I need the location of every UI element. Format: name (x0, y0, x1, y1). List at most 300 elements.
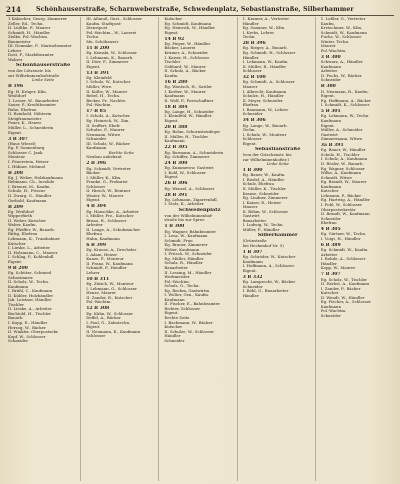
resident-entry: Gerhold, Kaufmann (8, 198, 47, 203)
resident-entry: III. Schulz, W., Bäcker (86, 141, 130, 146)
resident-entry: II. Wendt, W., Händler (320, 295, 365, 300)
side-label: Linke Seite (266, 162, 289, 167)
resident-entry: Eg. Lange, W., Bauarb. (242, 123, 288, 128)
resident-entry: Zimmermann, Witwe (320, 137, 363, 142)
resident-entry: Fuchs, W., Schlosser (320, 35, 362, 40)
house-number: B 209 (8, 204, 24, 210)
resident-entry: II. Zwarg, G., Händler (8, 193, 52, 198)
house-number: 12 B 308 (86, 306, 110, 312)
resident-entry: Winter, W., Maurer (86, 193, 124, 198)
resident-entry: Steigfraumeister (8, 116, 42, 121)
resident-entry: Kaufmann (8, 284, 29, 289)
resident-entry: Händler (320, 261, 337, 266)
resident-entry: I. Adam, Heizer (86, 252, 118, 257)
resident-entry: Kutscher (8, 241, 26, 246)
column-2 (84, 17, 159, 481)
resident-entry: I. Hoffmann, A., Schlosser (242, 264, 295, 269)
resident-entry: Eg. Bormann, A., Schneiderin (164, 150, 224, 155)
resident-entry: Eg. Zürich, W., Monteur (86, 282, 134, 287)
house-number: 4 B 304 (86, 204, 107, 210)
resident-entry: II. Weber, Kutscher (8, 218, 46, 223)
resident-entry: von der Wilhelminenhof- (164, 213, 213, 218)
resident-entry: I. Lehmann, K., Bauarb. (86, 55, 134, 60)
resident-entry: I. Paul, G., Zahntechn. (86, 320, 131, 325)
resident-entry: I. Lehmann, W., Kaufm. (242, 60, 289, 65)
resident-entry: Kaufmann (164, 297, 185, 302)
resident-entry: Baumeister (8, 39, 31, 44)
resident-entry: Eg. Kleinfeld (86, 75, 112, 80)
resident-entry: Schneider (164, 338, 185, 343)
resident-entry: Eg. Schmidt, A., Schlosser (242, 80, 295, 85)
resident-entry: Arbeiter (86, 223, 103, 228)
resident-entry: Eg. Kemski, W., Schlosser (86, 50, 137, 55)
resident-entry: Pol.-Wachtm. (320, 48, 347, 53)
resident-entry: II. Kolbe, W., Maurer (86, 89, 128, 94)
resident-entry: Schneider (320, 216, 341, 221)
house-number: 1 B 300 (242, 168, 263, 174)
resident-entry: Ehefrau (242, 103, 259, 108)
resident-entry: I. Lenz, W., Kaufmann (164, 234, 208, 239)
resident-entry: Kaufmann (320, 118, 341, 123)
resident-entry: Müller, A., Schneider (320, 128, 363, 133)
resident-entry: 1. Lesser, W., Bauarbeiter (8, 98, 59, 103)
resident-entry: Lehrer (86, 270, 100, 275)
resident-entry: Maurer (242, 205, 258, 210)
resident-entry: 1. Kramer, A., Vertreter (242, 17, 290, 21)
house-number: 1 B 307 (242, 249, 263, 255)
house-number: 32 B 100 (242, 75, 266, 81)
house-number: 1 B 300 (164, 224, 185, 230)
resident-entry: Eg. Brandt, W., Maurer (320, 180, 367, 185)
resident-entry: Schlosser (242, 69, 262, 74)
resident-entry: Becker, Pr., Nachtw. (86, 98, 126, 103)
resident-entry: 1. Leßler, G., Vertreter (320, 17, 366, 21)
resident-entry: Kaufmann (164, 139, 185, 144)
resident-entry: Kaufm. (320, 21, 335, 26)
resident-entry: Eg. Sommer, W., Kfm. (242, 26, 286, 31)
resident-entry: Eg. Kühn, W., Schlosser (86, 311, 133, 316)
page-header (6, 3, 394, 16)
resident-entry: Eigent. (320, 123, 335, 128)
resident-entry: I. Schulz, W., Monteur (242, 132, 287, 137)
resident-entry: Kaufmann (320, 184, 341, 189)
resident-entry: Kaufm. (164, 73, 179, 78)
resident-entry: zur Wilhelminenhofstraße (8, 73, 60, 78)
resident-entry: I. Ludwig, W., Techn. (242, 223, 284, 228)
resident-entry: III. Dommke, F., Marinebeamter (8, 44, 72, 49)
side-label: Linke Seite (31, 78, 55, 83)
resident-entry: Eg. Lehmann, Zigarrenhdl. (164, 197, 218, 202)
house-number: 4 B 305 (320, 227, 341, 233)
resident-entry: II. Müller, K., Tischler (242, 187, 286, 192)
resident-entry: von der Lötzenstr. bis (8, 69, 51, 74)
resident-entry: Müller, P., Händler (242, 227, 280, 232)
resident-entry: Wilke, A., Kaufmann (320, 171, 362, 176)
resident-entry: Eg. Schmidt, W., Kaufm. (320, 248, 369, 253)
resident-entry: II. Lessing, M., Händler (164, 270, 212, 275)
resident-entry: Huhn, Kaufmann (86, 236, 120, 241)
house-number: 22 B 305 (164, 145, 188, 151)
resident-entry: Techn. (242, 35, 256, 40)
resident-entry: Kopf, W., Schlosser (8, 334, 46, 339)
resident-entry: Bechtold, H., Tischler (8, 311, 51, 316)
resident-entry: I. Albrecht, Kaufmann (242, 89, 287, 94)
resident-entry: Tischler (164, 60, 181, 65)
resident-entry: Wabrer (8, 57, 23, 62)
resident-entry: Sauer, P., Kreditbeamter (8, 103, 57, 108)
house-number: 6 B 389 (320, 242, 341, 248)
house-number: 14 B 92 (164, 36, 185, 42)
resident-entry: I. Kaiser, R., Heizer (242, 200, 282, 205)
resident-entry: Eg. Heinrich, W., Händler (164, 26, 216, 31)
resident-entry: I. Bremer, M., Kaufm. (8, 184, 51, 189)
resident-entry: Eg. Wagner, Bahnbeamter (164, 229, 217, 234)
resident-entry: II. Rösler, W., Bauarb. (320, 162, 364, 167)
resident-entry: Techn. (242, 128, 256, 133)
resident-entry: Mu. Schöhauser (86, 39, 119, 44)
resident-entry: Pol.-Wachtm., W., Lauerei (86, 30, 137, 35)
resident-entry: (Grünstraße (242, 239, 267, 244)
resident-entry: Maurer (242, 84, 258, 89)
resident-entry: Maurer (320, 44, 336, 49)
resident-entry: Schmidt, H., Händler (8, 30, 51, 35)
resident-entry: Schlosser (242, 137, 262, 142)
resident-entry: Schneider (242, 112, 263, 117)
resident-entry: Schmidt, W., Kaufmann (320, 30, 367, 35)
resident-entry: Eigent. (8, 130, 23, 135)
resident-entry: Pol.-Wachtm. (86, 103, 112, 108)
resident-entry: II. Kübler, Holzhändler (8, 293, 54, 298)
resident-entry: I. Schulz, A., Kaufmann (320, 157, 368, 162)
resident-entry: I. Scholz, A., Kutscher (86, 114, 130, 119)
resident-entry: I. Rohde, A., Schlosser (320, 257, 366, 262)
house-number: 10 B 311 (86, 276, 110, 282)
resident-entry: Tischler (8, 302, 24, 307)
house-number: 11 B 200 (86, 45, 110, 51)
resident-entry: Eigent. (320, 94, 335, 99)
resident-entry: Schneider (320, 78, 341, 83)
resident-entry: II. Holzmann, C., Maurer (8, 250, 58, 255)
resident-entry: II. Scholz, W., Techn. (8, 280, 50, 285)
resident-entry: Eigent. (164, 311, 179, 316)
street-heading: Schwedenplatz (178, 208, 221, 214)
street-heading: Sebastianstraße (254, 147, 301, 153)
resident-entry: Eg. Hartwig, A., Händler (320, 198, 370, 203)
house-number: 28 B 391 (164, 192, 188, 198)
resident-entry: Eg. Bohm, Schornsteinfeger (164, 130, 221, 135)
resident-entry: Oberpostsekretär (320, 207, 356, 212)
resident-entry: I. Wolter, Gen., Kaufm. (164, 293, 210, 298)
resident-entry: Weber, Kaufmann (164, 247, 200, 252)
resident-entry: Eg. Schröder, W., Kutscher (242, 255, 296, 260)
resident-entry: Eigent. (164, 118, 179, 123)
resident-entry: I. Röhl, G., Bauarbeiter (242, 289, 289, 294)
resident-entry: Eg. Lehmann, W., Techn. (320, 114, 370, 119)
resident-entry: Händler (242, 55, 259, 60)
house-number: 3a B 391 (320, 143, 344, 149)
resident-entry: Weber, Kaufm. (8, 223, 37, 228)
column-1 (6, 17, 81, 481)
resident-entry: Jak. Leistner, Händler (8, 298, 52, 303)
resident-entry: Kaufm. Stadtpost- (86, 21, 122, 26)
resident-entry: Lehrer (8, 48, 22, 53)
resident-entry: Bäcker, Lauerei (164, 46, 196, 51)
house-number: 2 B 396 (86, 161, 107, 167)
resident-entry: Händler (242, 21, 259, 26)
resident-entry: Gastwirt (320, 132, 338, 137)
resident-entry: I. Lieske, L., Arbeiter (8, 246, 50, 251)
resident-entry: I. Bachmann, W., Bäcker (164, 320, 213, 325)
resident-entry: Händler (164, 334, 181, 339)
resident-entry: Schlosser (86, 184, 106, 189)
house-number: 26 B 306 (164, 181, 188, 187)
resident-entry: Rechte Seite (164, 316, 190, 321)
resident-entry: Schlosser C. Jank (8, 150, 43, 155)
resident-entry: Eg. Boehm, Gastwirtin (164, 288, 210, 293)
resident-entry: Techn. (86, 35, 100, 40)
resident-entry: Lehmann, P., Bäcker (320, 193, 362, 198)
column-5 (319, 17, 394, 481)
resident-entry: Gastwirt (242, 214, 260, 219)
resident-entry: Krause, Schneider (242, 191, 280, 196)
resident-entry: Eigent. (242, 141, 257, 146)
resident-entry: Ehefrau (320, 221, 337, 226)
resident-entry: Bauarbeiter (242, 218, 267, 223)
resident-entry: Schulz, Ehefrau (242, 182, 274, 187)
resident-entry: Bauarbeiter (164, 266, 189, 270)
resident-entry: Kaufmann (86, 146, 107, 151)
resident-entry: Richter, Schlosser (164, 306, 201, 311)
resident-entry: Herzog, W., Bäcker (8, 325, 46, 330)
resident-entry: Rebel, H., Techn. (86, 94, 121, 99)
resident-entry: Kutscher (164, 325, 183, 330)
resident-entry: Gebhard, W., Maurer (164, 64, 206, 69)
resident-entry: Rebmann, Ch., Invalide (8, 180, 55, 185)
resident-entry: Kutscher (164, 17, 183, 21)
resident-entry: Eg. Schmidt, Kaufmann (164, 21, 212, 26)
resident-entry: Eg. Bauer, W., Händler (320, 148, 366, 153)
resident-entry: Rittig, Ehefrau (8, 232, 38, 237)
resident-entry: Eg. Schmidt, H., Schlosser (242, 50, 296, 55)
resident-entry: Kaufmann (320, 64, 341, 69)
resident-entry: II. Zander, R., Kutscher (86, 295, 133, 300)
resident-entry: Eg. Gärtner, W., Techn. (320, 232, 367, 237)
resident-entry: Zielke, Pol.-Wachtm. (8, 35, 49, 40)
resident-entry: I. Krebs, Lehrer (242, 30, 275, 35)
resident-entry: Eigent. (86, 64, 101, 69)
resident-entry: Eigent. (164, 175, 179, 180)
resident-entry: I. Kopp, E., Händler (8, 321, 48, 326)
resident-entry: Eg. Brauer, Zimmerer (164, 243, 208, 248)
house-number: B 380 (320, 84, 336, 90)
resident-entry: Eg. J. Weber, Holzkaufmann (8, 175, 63, 180)
resident-entry: Schwarz, A., Händler (320, 60, 363, 65)
resident-entry: Eg. Müller, Händler (164, 256, 204, 261)
house-number: 3 B 307 (8, 136, 28, 142)
resident-entry: I. Riedel, A., Händler (242, 177, 285, 182)
resident-entry: II. Franz, W., Kaufmann (86, 261, 133, 266)
resident-entry: Franke, G., Prokurist (86, 180, 128, 185)
resident-entry: II. Fuchs, W., Bäcker (320, 73, 362, 78)
resident-entry: Winter, Techn. (320, 39, 350, 44)
resident-entry: I. Baumann, W., Lehrer (242, 107, 289, 112)
resident-entry: II. Schulz, A., Bäcker (164, 69, 206, 74)
resident-entry: Eg. Hanschke, A., Arbeiter (86, 209, 139, 214)
resident-entry: Eg. Rieger, A., Bauarb. (242, 46, 288, 51)
resident-entry: Eigent. (86, 198, 101, 203)
resident-entry: I. Feuerstein, Heizer (8, 159, 49, 164)
column-3 (162, 17, 237, 481)
resident-entry: II. Lüdtke, F., Maurer (8, 26, 51, 31)
resident-entry: Eigent. (86, 325, 101, 330)
street-heading: Silberhammer (257, 233, 298, 239)
house-number: 17 B 85 (86, 109, 107, 115)
directory-columns (6, 17, 394, 481)
side-label: Rechte Seite (108, 150, 134, 155)
resident-entry: Zeller, Ed., Techn. (8, 21, 44, 26)
resident-entry: II. Lange, A., Schuhmacher (86, 227, 141, 232)
resident-entry: II. Müller, R., Händler (242, 64, 287, 69)
resident-entry: Kutscher (320, 291, 339, 296)
resident-entry: Dost, F., Marktbeamter (8, 53, 54, 58)
resident-entry: Eg. Wagner, Schlosser (320, 166, 365, 171)
house-number: 18 B 384 (164, 104, 188, 110)
resident-entry: I. Kleinfeld, W., Händler (164, 114, 212, 119)
resident-entry: Eg. Lange, H., Schneider (164, 109, 215, 114)
house-number: 3 B 380 (320, 54, 341, 60)
resident-entry: Ehefrau (86, 232, 102, 237)
resident-entry: II. Dörr, F., Zimmerer (86, 60, 129, 65)
resident-entry: Weißdorf (8, 94, 26, 99)
resident-entry: I. Pohl, W., Schlosser (320, 202, 362, 207)
resident-entry: I. Kaiser, H., Schlosser (164, 55, 210, 60)
resident-entry: Schmidt, Frau (164, 238, 193, 243)
resident-entry: Eg. Lindner, Zimmerer (242, 196, 288, 201)
resident-entry: Schmidt, P., Händler (86, 266, 127, 271)
resident-entry: Werkmeister (164, 275, 190, 280)
resident-entry: Lehmann, K., Trambahner (8, 237, 60, 242)
resident-entry: Schneider (8, 339, 29, 344)
resident-entry: Bäcker (86, 171, 101, 176)
resident-entry: II. Meyer, Schneider (242, 98, 283, 103)
running-title: Schönhauserstraße, Scharnweberstraße, Schwedenplatz, Sebastianstraße, Silberhammer (36, 5, 354, 13)
resident-entry: Schmidt, Witwe (320, 175, 352, 180)
resident-entry: Händler (242, 293, 259, 298)
resident-entry: I. Hübner, Mehmel (8, 164, 46, 169)
resident-entry: Kaufmann (320, 304, 341, 309)
resident-entry: Eg. Pieper, W., Händler (164, 41, 211, 46)
resident-entry: Eg. Lamprecht, W., Bäcker (242, 279, 296, 284)
house-number: 13 B 391 (86, 70, 110, 76)
resident-entry: II. Brandt, W., Kaufmann (320, 212, 370, 217)
resident-entry: Eigent. (242, 268, 257, 273)
resident-entry: II. Schulze, W., Schlosser (164, 329, 214, 334)
resident-entry: Eg. Hoffmann, A., Bäcker (320, 98, 371, 103)
resident-entry: I. Müller, Frz., Kutscher (86, 214, 134, 219)
resident-entry: II. Müller, H., Tischler (164, 134, 209, 139)
resident-entry: Schulz, G., Techn. (164, 284, 200, 289)
resident-entry: Eg. Schmidt, Vertreter (86, 166, 131, 171)
resident-entry: Eg. Fischer, A., Schlosser (320, 300, 372, 305)
column-4 (241, 17, 316, 481)
resident-entry: I. Voigt, H., Händler (320, 236, 361, 241)
house-number: 5 B 301 (320, 109, 341, 115)
resident-entry: II. Reinhold, Nähterin (8, 112, 52, 117)
resident-entry: Ruhe, Ehefrau (8, 107, 37, 112)
resident-entry: I. Lehmann, G., Schlosser (86, 286, 137, 291)
resident-entry: I. Stolz, K., Arbeiter (164, 202, 204, 207)
resident-entry: Schulz, R., Händler (164, 261, 203, 266)
street-heading: Schönhauserstraße (15, 63, 71, 69)
resident-entry: III. Aßmuß, Gust., Schlosser (86, 17, 142, 21)
resident-entry: Feuer, K., Heizer (8, 121, 42, 126)
resident-entry: Kopp, W., Maurer (320, 266, 356, 271)
resident-entry: Bruno, R., Schlosser (86, 218, 127, 223)
resident-entry: Kaufmann (164, 94, 185, 99)
resident-entry: Eg. F. Sonnenburg (8, 146, 45, 151)
house-number: 7 B 307 (320, 272, 341, 278)
resident-entry: Eg. Pfeiffer, W., Bauarb. (8, 227, 55, 232)
resident-entry: Eg. Heinrich, W., Zim. (86, 118, 130, 123)
resident-entry: Monteur (8, 155, 26, 160)
resident-entry: Eg. H. Krüger, Kfm. (8, 89, 47, 94)
resident-entry: I. Fritsch, W., Schneider (164, 252, 213, 257)
resident-entry: II. Fischer, E., Bahnbeamter (164, 302, 221, 307)
resident-entry: Neumann, Witwe (86, 132, 121, 137)
house-number: 20 B 388 (164, 125, 188, 130)
resident-entry: Müller, Wwe. (86, 84, 113, 89)
resident-entry: Wipperfürth (8, 214, 33, 219)
house-number: 16 B 280 (164, 79, 188, 85)
resident-entry: Arbeiter (320, 69, 338, 74)
resident-entry: Schulze, H., Händler (242, 94, 284, 99)
house-number: 6 B 399 (86, 242, 107, 248)
house-number: B 196 (8, 84, 24, 90)
resident-entry: II. Seiffert, Ehefr. (86, 123, 121, 128)
resident-entry: Eigent. (8, 259, 23, 264)
resident-entry: Eg. Kummerow, Gastwirt (164, 166, 214, 171)
resident-entry: I. Schlag, P., Kohlenhdl. (8, 255, 55, 260)
house-number: 34 B 306 (242, 118, 266, 124)
resident-entry: Bauarb. (8, 316, 24, 321)
resident-entry: Schulze, F., Maurer (86, 128, 125, 133)
resident-entry: Schlosser (86, 334, 106, 339)
resident-entry: I. Kohl, W., Schlosser (164, 170, 206, 175)
resident-entry: I. Kerber, W., Maurer (164, 89, 206, 94)
resident-entry: Eg. Weißdorf (8, 209, 34, 214)
resident-entry: Schulz, H., Friseur (8, 189, 46, 194)
resident-entry: (Haus Wiesel) (8, 141, 36, 146)
resident-entry: straße bis zur Spree (164, 218, 205, 223)
resident-entry: Kaufmann (242, 259, 263, 264)
resident-entry: Deffel, A., Bäcker (86, 316, 121, 321)
resident-entry: I. Zander, P., Bäcker (320, 286, 361, 291)
resident-entry: I. Brühl, C., Kaufmann (8, 289, 53, 294)
house-number: B 208 (8, 170, 24, 176)
house-number: 9 B 200 (8, 265, 28, 271)
resident-entry: I. Schmidt, K., Schlosser (320, 103, 370, 108)
resident-entry: Schneider (242, 284, 263, 289)
resident-entry: Pol.-Wachtm. (86, 300, 112, 305)
resident-entry: Schneider (320, 314, 341, 318)
resident-entry: zur Wilhelminenhofstr.) (242, 157, 289, 162)
house-number: 3 B 332 (242, 274, 263, 280)
house-number: 28 B 396 (242, 41, 266, 47)
resident-entry: Pol.-Wachtm. (320, 309, 347, 314)
resident-entry: II. Lieske, A., Arbeiter (8, 307, 52, 312)
resident-entry: I. Scholz, W., Kutscher (86, 80, 131, 85)
resident-entry: Henze, Maurer (86, 291, 117, 296)
